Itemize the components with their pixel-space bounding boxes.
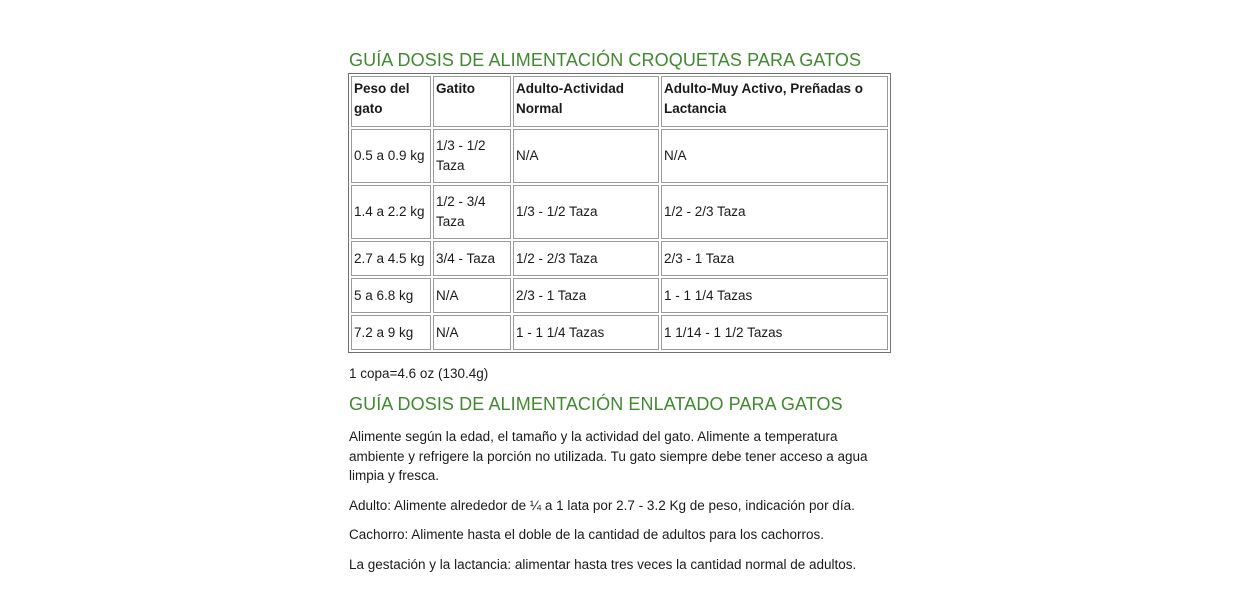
cell-adult-active: 1 - 1 1/4 Tazas <box>661 278 888 313</box>
table-row <box>351 129 888 183</box>
cell-weight: 0.5 a 0.9 kg <box>351 129 431 183</box>
feeding-table <box>348 73 891 353</box>
adult-dosage-paragraph: Adulto: Alimente alrededor de ¼ a 1 lata por 2.7 - 3.2 Kg de peso, indicación por día. <box>349 497 855 513</box>
cell-kitten: 1/2 - 3/4 Taza <box>433 185 511 239</box>
feeding-instructions-paragraph: Alimente según la edad, el tamaño y la actividad del gato. Alimente a temperatura ambiente y refrigere la porción no utilizada. Tu gato siempre debe tener acceso a agua limpia y fresca. <box>349 429 868 483</box>
cell-weight: 5 a 6.8 kg <box>351 278 431 313</box>
kibble-guide-title: GUÍA DOSIS DE ALIMENTACIÓN CROQUETAS PARA GATOS <box>349 50 862 70</box>
cell-adult-normal: 1 - 1 1/4 Tazas <box>513 315 659 350</box>
cell-adult-normal: 1/2 - 2/3 Taza <box>513 241 659 276</box>
header-kitten: Gatito <box>433 76 511 127</box>
cell-adult-active: N/A <box>661 129 888 183</box>
header-adult-normal: Adulto-Actividad Normal <box>513 76 659 127</box>
header-cat-weight: Peso del gato <box>351 76 431 127</box>
cell-kitten: N/A <box>433 315 511 350</box>
cell-adult-active: 1/2 - 2/3 Taza <box>661 185 888 239</box>
table-row <box>351 278 888 313</box>
cell-adult-normal: 1/3 - 1/2 Taza <box>513 185 659 239</box>
table-row <box>351 315 888 350</box>
gestation-dosage-paragraph: La gestación y la lactancia: alimentar hasta tres veces la cantidad normal de adultos. <box>349 556 857 572</box>
header-adult-active: Adulto-Muy Activo, Preñadas o Lactancia <box>661 76 888 127</box>
cell-adult-normal: 2/3 - 1 Taza <box>513 278 659 313</box>
cell-kitten: 1/3 - 1/2 Taza <box>433 129 511 183</box>
kitten-dosage-paragraph: Cachorro: Alimente hasta el doble de la cantidad de adultos para los cachorros. <box>349 527 825 542</box>
cell-weight: 2.7 a 4.5 kg <box>351 241 431 276</box>
document-body <box>349 48 909 584</box>
cup-conversion-note: 1 copa=4.6 oz (130.4g) <box>349 366 489 381</box>
table-header-row <box>351 76 888 127</box>
cell-weight: 1.4 a 2.2 kg <box>351 185 431 239</box>
canned-guide-title: GUÍA DOSIS DE ALIMENTACIÓN ENLATADO PARA GATOS <box>349 394 843 414</box>
cell-kitten: 3/4 - Taza <box>433 241 511 276</box>
cell-adult-normal: N/A <box>513 129 659 183</box>
cell-adult-active: 1 1/14 - 1 1/2 Tazas <box>661 315 888 350</box>
table-row <box>351 185 888 239</box>
cell-kitten: N/A <box>433 278 511 313</box>
table-row <box>351 241 888 276</box>
cell-weight: 7.2 a 9 kg <box>351 315 431 350</box>
cell-adult-active: 2/3 - 1 Taza <box>661 241 888 276</box>
